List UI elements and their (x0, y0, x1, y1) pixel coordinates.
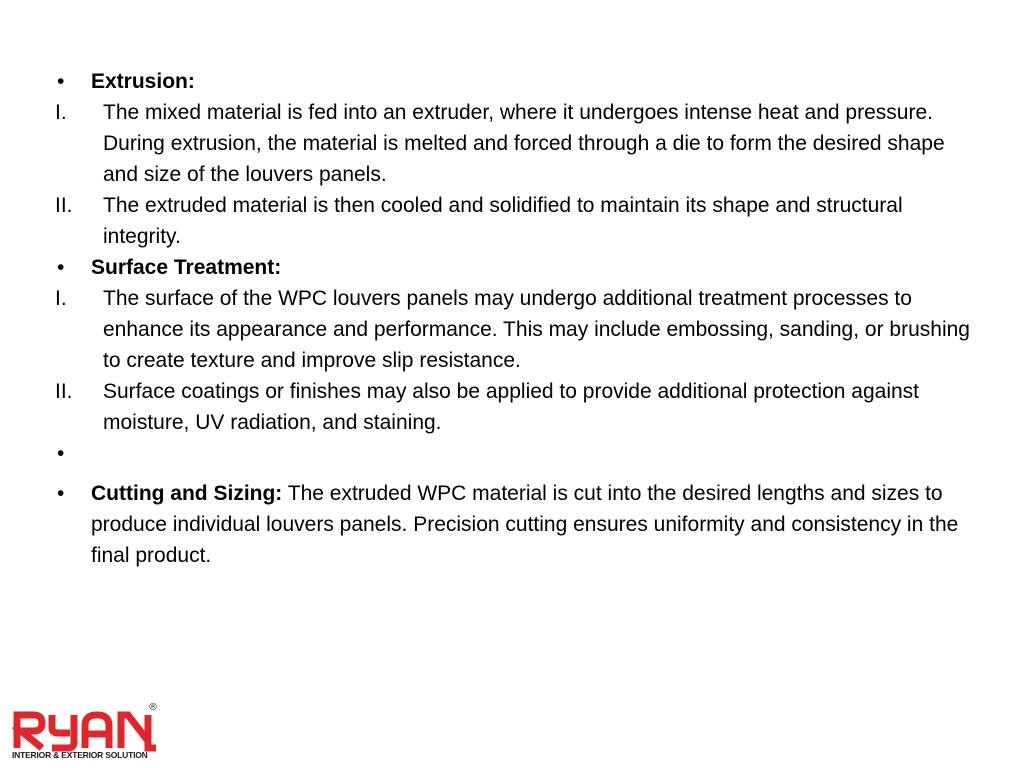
bullet-marker: • (57, 442, 65, 465)
extrusion-item-1 (55, 97, 985, 190)
heading-surface-treatment: Surface Treatment: (91, 256, 282, 279)
logo-letter-n (121, 715, 148, 748)
bullet-surface-treatment (55, 252, 985, 283)
ryan-logo-mark (12, 706, 162, 752)
extrusion-item-1-text: The mixed material is fed into an extruder, where it undergoes intense heat and pressure. During extrusion, the material is melted and forced through a die to form the desired shape and size of the louvers panels. (103, 101, 945, 186)
surface-item-2-text: Surface coatings or finishes may also be applied to provide additional protection against moisture, UV radiation, and staining. (103, 380, 919, 434)
logo-tagline: INTERIOR & EXTERIOR SOLUTION (12, 750, 148, 760)
bullet-marker: • (57, 256, 65, 279)
numeral-marker: I. (55, 287, 67, 310)
bullet-empty (55, 438, 985, 478)
bullet-cutting-sizing (55, 478, 985, 571)
surface-item-2 (55, 376, 985, 438)
logo-letter-a (85, 715, 109, 748)
bullet-extrusion (55, 66, 985, 97)
slide-content (55, 66, 985, 571)
logo-letter-r (17, 715, 42, 748)
numeral-marker: I. (55, 101, 67, 124)
logo-letter-y (52, 715, 74, 748)
cutting-sizing-text: The extruded WPC material is cut into the desired lengths and sizes to produce individual louvers panels. Precision cutting ensures uniformity and consistency in the final product. (91, 482, 959, 567)
heading-extrusion: Extrusion: (91, 70, 195, 93)
numeral-marker: II. (55, 380, 73, 403)
ryan-logo (12, 702, 172, 764)
extrusion-item-2-text: The extruded material is then cooled and solidified to maintain its shape and structural integrity. (103, 194, 903, 248)
surface-item-1-text: The surface of the WPC louvers panels may undergo additional treatment processes to enhance its appearance and performance. This may include embossing, sanding, or brushing to create texture and improve slip resistance. (103, 287, 970, 372)
surface-item-1 (55, 283, 985, 376)
registered-mark: ® (148, 702, 158, 713)
numeral-marker: II. (55, 194, 73, 217)
heading-cutting-sizing: Cutting and Sizing: (91, 482, 283, 505)
bullet-marker: • (57, 482, 65, 505)
extrusion-item-2 (55, 190, 985, 252)
bullet-marker: • (57, 70, 65, 93)
logo-letter-n-tail (148, 741, 156, 748)
